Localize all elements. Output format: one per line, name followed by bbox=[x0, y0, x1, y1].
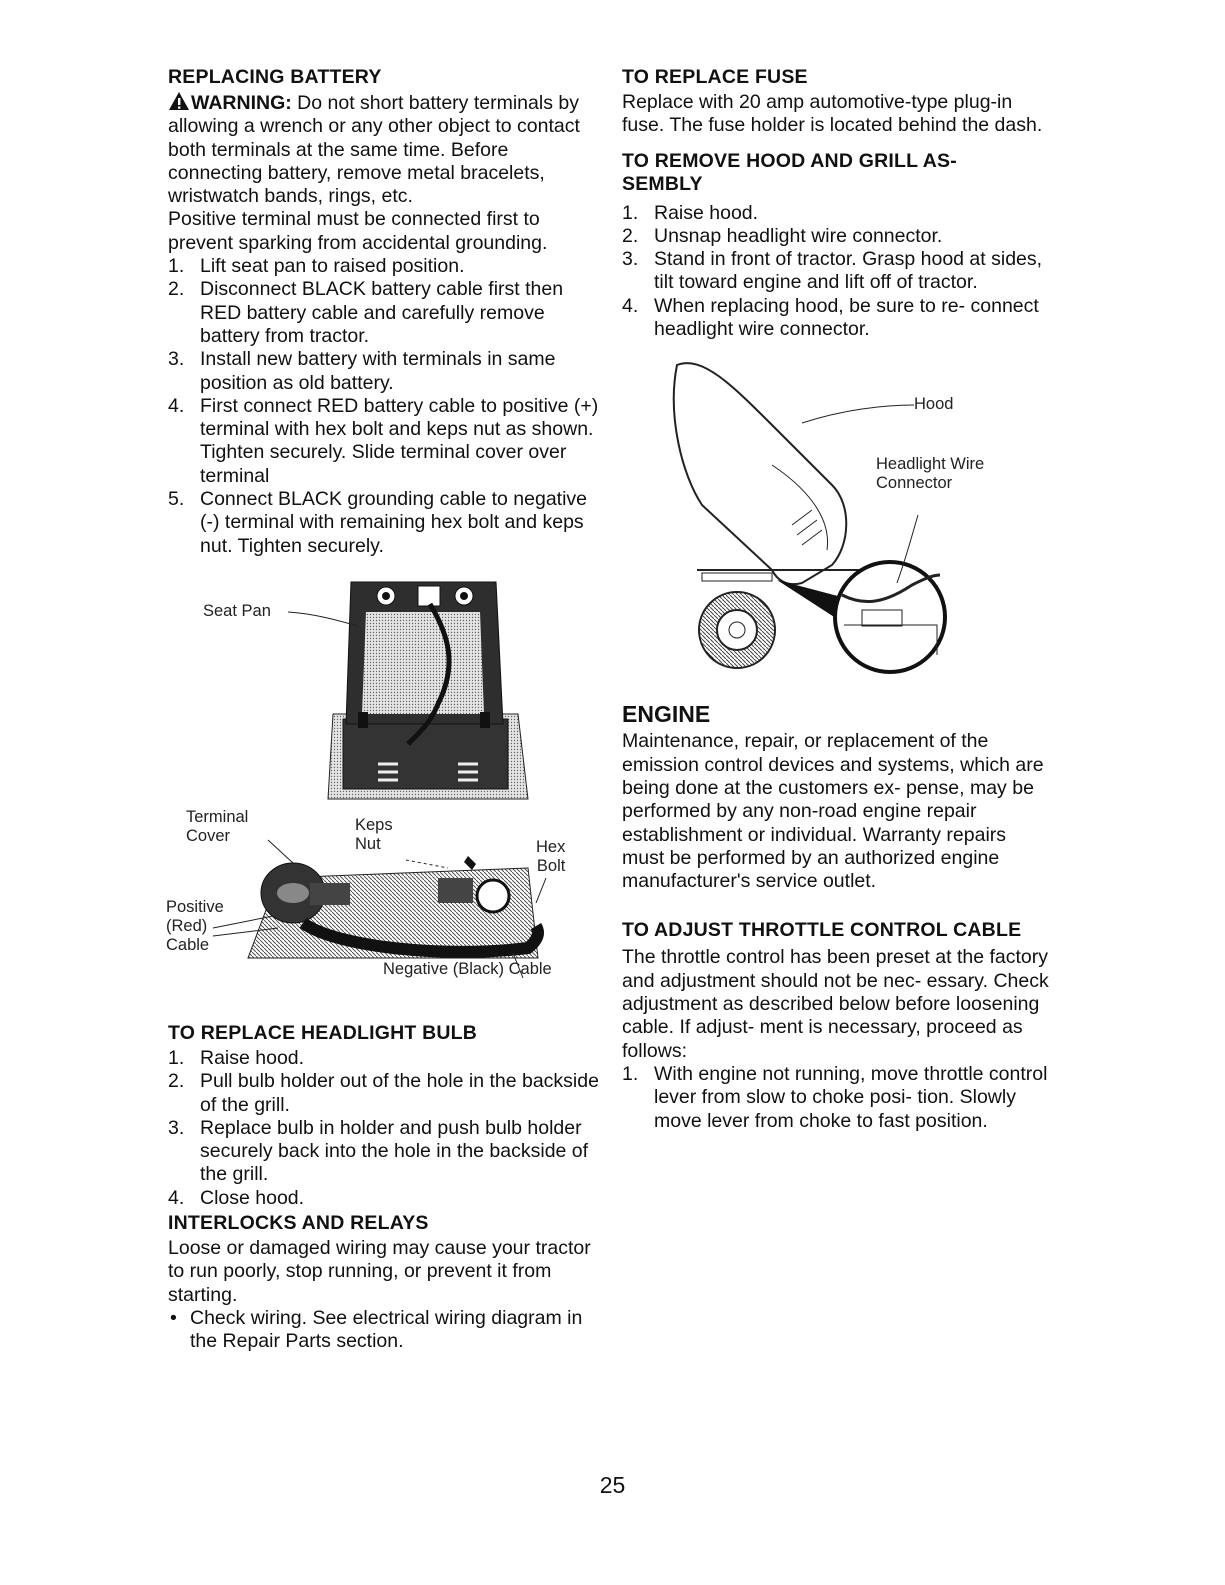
remove-hood-heading: TO REMOVE HOOD AND GRILL AS- SEMBLY bbox=[622, 149, 957, 195]
list-item: 5. Connect BLACK grounding cable to negative (-) terminal with remaining hex bolt and keps nut. Tighten securely. bbox=[168, 488, 588, 557]
throttle-text: The throttle control has been preset at the factory and adjustment should not be nec- essary. Check adjustment as described below before loosening cable. If adjust- ment is necessary, proceed as follows: bbox=[622, 946, 1049, 1062]
list-item: 3. Replace bulb in holder and push bulb holder securely back into the hole in the backside of the grill. bbox=[168, 1116, 589, 1186]
list-item: 1. With engine not running, move throttle control lever from slow to choke posi- tion. Slowly move lever from choke to fast position. bbox=[622, 1062, 1048, 1132]
engine-heading: ENGINE bbox=[622, 701, 711, 728]
seat-pan-figure bbox=[168, 574, 603, 804]
page-number: 25 bbox=[599, 1472, 626, 1498]
negative-cable-label: Negative (Black) Cable bbox=[383, 959, 552, 978]
list-item: 2. Pull bulb holder out of the hole in the backside of the grill. bbox=[168, 1070, 599, 1116]
throttle-heading: TO ADJUST THROTTLE CONTROL CABLE bbox=[622, 919, 1022, 942]
battery-note: Positive terminal must be connected first to prevent sparking from accidental grounding. bbox=[168, 208, 548, 254]
list-item: 3. Install new battery with terminals in same position as old battery. bbox=[168, 348, 556, 394]
hood-figure bbox=[622, 355, 1052, 700]
fuse-text: Replace with 20 amp automotive-type plug-in fuse. The fuse holder is located behind the dash. bbox=[622, 91, 1043, 137]
warning-text: Do not short battery terminals by allowing a wrench or any other object to contact both terminals at the same time. Before connecting battery, remove metal bracelets, wristwatch bands, rings, etc. bbox=[168, 92, 580, 208]
list-item: 3. Stand in front of tractor. Grasp hood at sides, tilt toward engine and lift off of tractor. bbox=[622, 248, 1043, 294]
hood-steps bbox=[622, 202, 1052, 342]
headlight-bulb-heading: TO REPLACE HEADLIGHT BULB bbox=[168, 1021, 478, 1044]
battery-terminal-figure bbox=[168, 808, 603, 978]
keps-nut-label: Keps Nut bbox=[355, 815, 393, 853]
battery-steps bbox=[168, 255, 603, 558]
warning-triangle-icon bbox=[168, 91, 190, 111]
list-item: 2. Disconnect BLACK battery cable first then RED battery cable and carefully remove battery from tractor. bbox=[168, 278, 564, 347]
hex-bolt-label: Hex Bolt bbox=[536, 837, 566, 875]
list-item: 1. Raise hood. bbox=[168, 1046, 305, 1069]
list-item: 2. Unsnap headlight wire connector. bbox=[622, 224, 943, 247]
hood-label: Hood bbox=[914, 395, 954, 414]
headlight-connector-label: Headlight Wire Connector bbox=[876, 455, 985, 493]
replacing-battery-heading: REPLACING BATTERY bbox=[168, 66, 382, 88]
seat-pan-label: Seat Pan bbox=[203, 601, 271, 620]
headlight-steps bbox=[168, 1047, 603, 1210]
throttle-steps bbox=[622, 1063, 1052, 1133]
list-item: 1. Lift seat pan to raised position. bbox=[168, 255, 465, 278]
interlocks-heading: INTERLOCKS AND RELAYS bbox=[168, 1212, 429, 1235]
terminal-cover-label: Terminal Cover bbox=[186, 807, 249, 845]
list-item: 4. Close hood. bbox=[168, 1186, 305, 1209]
battery-warning bbox=[168, 91, 603, 208]
list-item: 4. When replacing hood, be sure to re- connect headlight wire connector. bbox=[622, 294, 1039, 341]
hood-illustration bbox=[622, 355, 1052, 700]
list-item: • Check wiring. See electrical wiring diagram in the Repair Parts section. bbox=[170, 1306, 583, 1353]
warning-label: WARNING: bbox=[191, 92, 292, 114]
interlocks-bullets bbox=[168, 1307, 603, 1354]
positive-cable-label: Positive (Red) Cable bbox=[166, 897, 224, 954]
list-item: 1. Raise hood. bbox=[622, 201, 759, 224]
engine-text: Maintenance, repair, or replacement of the emission control devices and systems, which are being done at the customers ex- pense, may be performed by any non-road engine repair establishment or individual. Warranty repairs must be performed by an authorized engine manufacturer's service outlet. bbox=[622, 730, 1044, 893]
left-column bbox=[168, 66, 603, 1354]
replace-fuse-heading: TO REPLACE FUSE bbox=[622, 66, 808, 88]
interlocks-text: Loose or damaged wiring may cause your tractor to run poorly, stop running, or prevent it from starting. bbox=[168, 1237, 591, 1306]
right-column bbox=[622, 66, 1052, 1133]
list-item: 4. First connect RED battery cable to positive (+) terminal with hex bolt and keps nut as shown. Tighten securely. Slide terminal cover over terminal bbox=[168, 394, 599, 487]
